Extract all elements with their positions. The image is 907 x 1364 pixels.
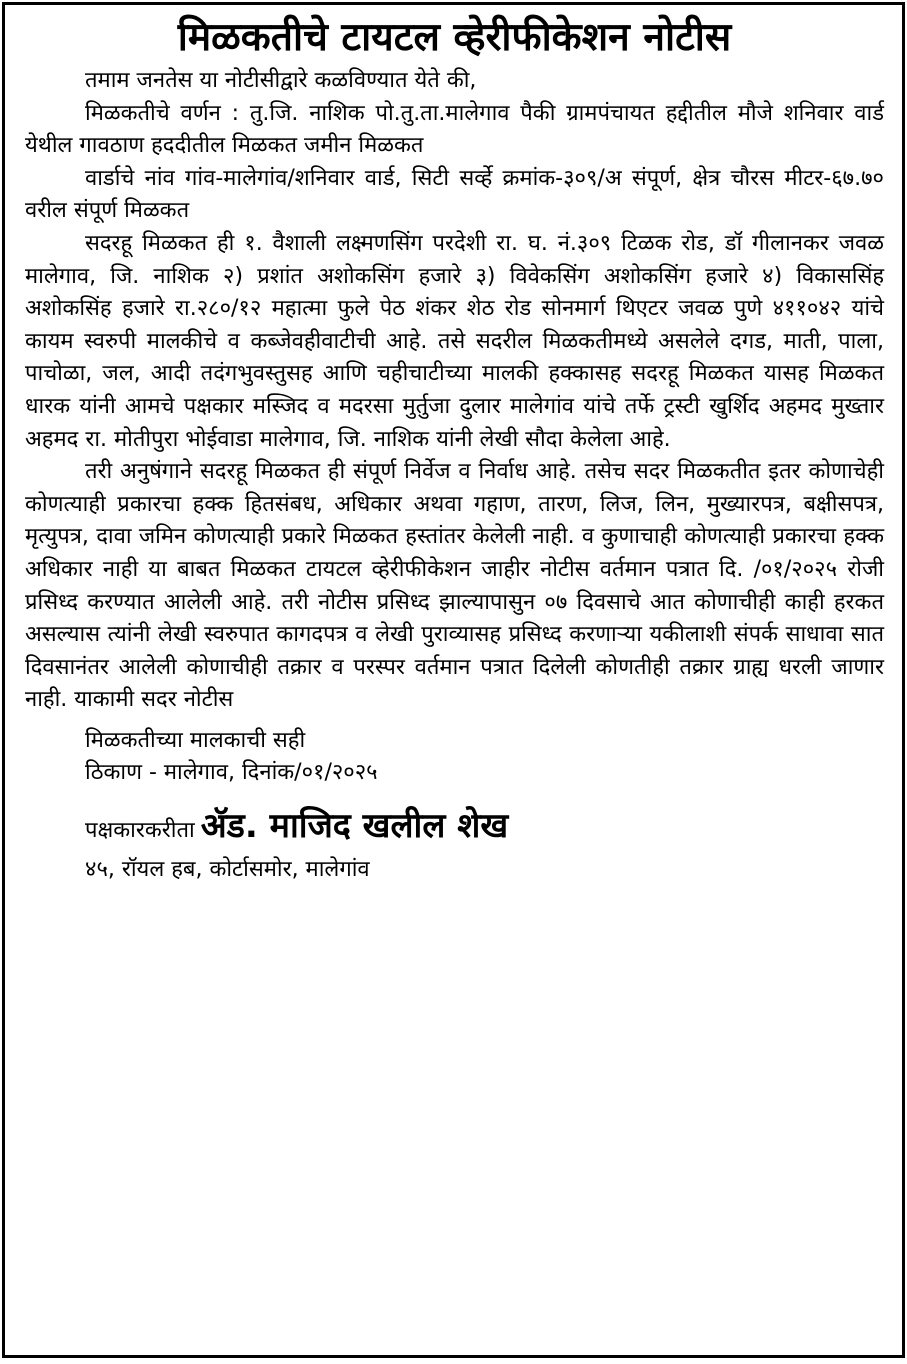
property-description: मिळकतीचे वर्णन : तु.जि. नाशिक पो.तु.ता.मालेगाव पैकी ग्रामपंचायत हद्दीतील मौजे शनिवार वार्ड येथील गावठाण हददीतील मिळकत जमीन मिळकत bbox=[25, 100, 884, 159]
owner-signature-label: मिळकतीच्या मालकाची सही bbox=[85, 727, 306, 753]
notice-title: मिळकतीचे टायटल व्हेरीफीकेशन नोटीस bbox=[177, 15, 732, 60]
advocate-name: ॲड. माजिद खलील शेख bbox=[200, 806, 509, 847]
notice-greeting: तमाम जनतेस या नोटीसीद्वारे कळविण्यात येते की, bbox=[85, 68, 477, 93]
advocate-address: ४५, रॉयल हब, कोर्टासमोर, मालेगांव bbox=[85, 857, 370, 883]
public-notice bbox=[2, 2, 905, 1358]
advocate-line bbox=[85, 804, 884, 854]
advocate-prefix: पक्षकारकरीता bbox=[85, 818, 195, 844]
ward-details: वार्डाचे नांव गांव-मालेगांव/शनिवार वार्ड, सिटी सर्व्हे क्रमांक-३०९/अ संपूर्ण, क्षेत्र चौरस मीटर-६७.७० वरील संपूर्ण मिळकत bbox=[25, 165, 884, 224]
place-date: ठिकाण - मालेगाव, दिनांक/०१/२०२५ bbox=[85, 760, 378, 786]
declaration-paragraph: तरी अनुषंगाने सदरहू मिळकत ही संपूर्ण निर्वेज व निर्वाध आहे. तसेच सदर मिळकतीत इतर कोणाचेही कोणत्याही प्रकारचा हक्क हितसंबध, अधिकार अथवा गहाण, तारण, लिज, लिन, मुख्यारपत्र, बक्षीसपत्र, मृत्युपत्र, दावा जमिन कोणत्याही प्रकारे मिळकत हस्तांतर केलेली नाही. व कुणाचाही कोणत्याही प्रकारचा हक्क अधिकार नाही या बाबत मिळकत टायटल व्हेरीफीकेशन जाहीर नोटीस वर्तमान पत्रात दि. /०१/२०२५ रोजी प्रसिध्द करण्यात आलेली आहे. तरी नोटीस प्रसिध्द झाल्यापासुन ०७ दिवसाचे आत कोणाचीही काही हरकत असल्यास त्यांनी लेखी स्वरुपात कागदपत्र व लेखी पुराव्यासह प्रसिध्द करणाऱ्या यकीलाशी संपर्क साधावा सात दिवसानंतर आलेली कोणाचीही तक्रार व परस्पर वर्तमान पत्रात दिलेली कोणतीही तक्रार ग्राह्य धरली जाणार नाही. याकामी सदर नोटीस bbox=[25, 459, 884, 713]
ownership-paragraph: सदरहू मिळकत ही १. वैशाली लक्ष्मणसिंग परदेशी रा. घ. नं.३०९ टिळक रोड, डॉ गीलानकर जवळ मालेगाव, जि. नाशिक २) प्रशांत अशोकसिंग हजारे ३) विवेकसिंग अशोकसिंग हजारे ४) विकाससिंह अशोकसिंह हजारे रा.२८०/१२ महात्मा फुले पेठ शंकर शेठ रोड सोनमार्ग थिएटर जवळ पुणे ४११०४२ यांचे कायम स्वरुपी मालकीचे व कब्जेवहीवाटीची आहे. तसे सदरील मिळकतीमध्ये असलेले दगड, माती, पाला, पाचोळा, जल, आदी तदंगभुवस्तुसह आणि चहीचाटीच्या मालकी हक्कासह सदरहू मिळकत यासह मिळकत धारक यांनी आमचे पक्षकार मस्जिद व मदरसा मुर्तुजा दुलार मालेगांव यांचे तर्फे ट्रस्टी खुर्शिद अहमद मुख्तार अहमद रा. मोतीपुरा भोईवाडा मालेगाव, जि. नाशिक यांनी लेखी सौदा केलेला आहे. bbox=[25, 230, 884, 452]
